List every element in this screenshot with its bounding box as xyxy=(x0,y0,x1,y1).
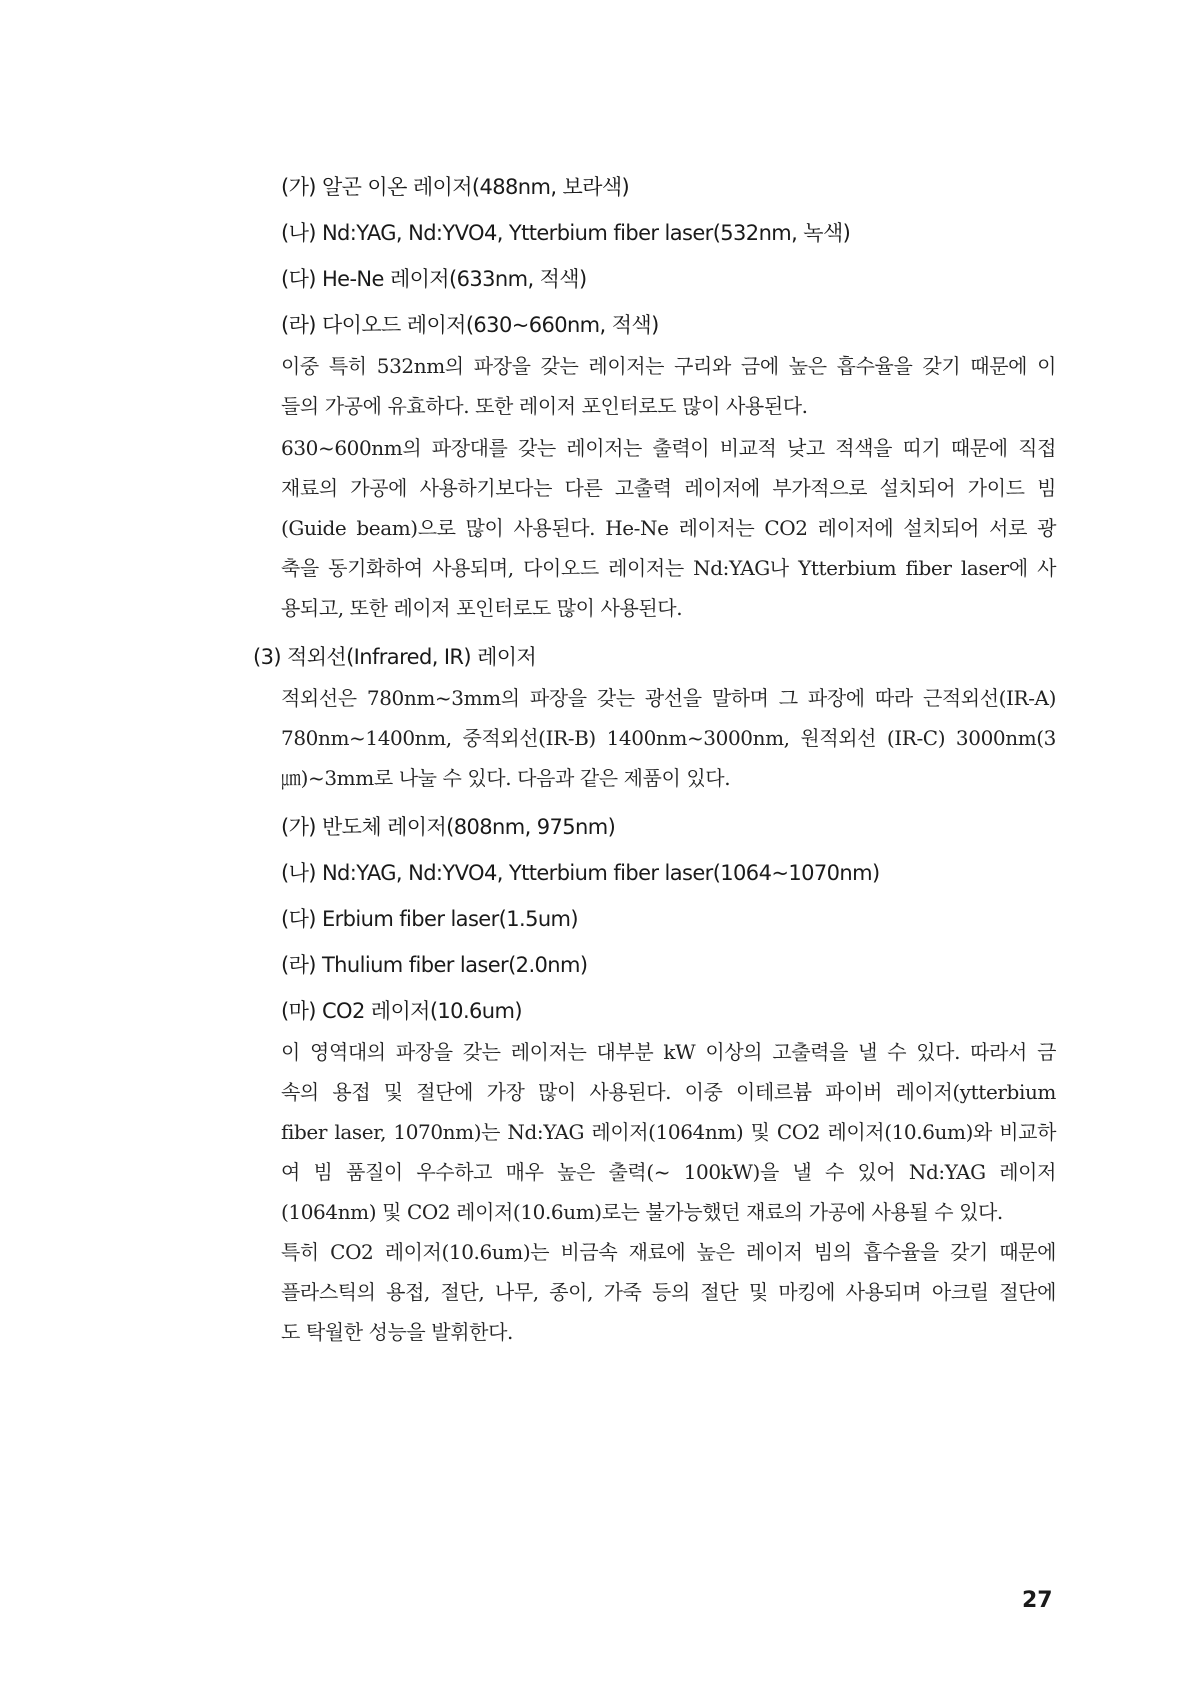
list-item-semiconductor-laser: (가) 반도체 레이저(808nm, 975nm) xyxy=(281,815,616,839)
paragraph-line: 이중 특히 532nm의 파장을 갖는 레이저는 구리와 금에 높은 흡수율을 갖기 때문에 이 xyxy=(281,354,1056,378)
paragraph-532nm xyxy=(281,346,1056,426)
paragraph-line: ㎛)~3mm로 나눌 수 있다. 다음과 같은 제품이 있다. xyxy=(281,766,731,790)
list-item-ndyag-1064: (나) Nd:YAG, Nd:YVO4, Ytterbium fiber laser(1064~1070nm) xyxy=(281,861,880,885)
paragraph-line: 속의 용접 및 절단에 가장 많이 사용된다. 이중 이테르븀 파이버 레이저(ytterbium xyxy=(281,1080,1056,1104)
list-item-argon-laser: (가) 알곤 이온 레이저(488nm, 보라색) xyxy=(281,175,630,199)
paragraph-guide-beam xyxy=(281,428,1056,628)
paragraph-line: (1064nm) 및 CO2 레이저(10.6um)로는 불가능했던 재료의 가공에 사용될 수 있다. xyxy=(281,1200,1003,1224)
paragraph-line: 특히 CO2 레이저(10.6um)는 비금속 재료에 높은 레이저 빔의 흡수율을 갖기 때문에 xyxy=(281,1240,1056,1264)
paragraph-co2-nonmetal xyxy=(281,1232,1056,1352)
section-heading-infrared: (3) 적외선(Infrared, IR) 레이저 xyxy=(253,645,537,669)
paragraph-line: 들의 가공에 유효하다. 또한 레이저 포인터로도 많이 사용된다. xyxy=(281,394,808,418)
paragraph-line: 630~600nm의 파장대를 갖는 레이저는 출력이 비교적 낮고 적색을 띠기 때문에 직접 xyxy=(281,436,1056,460)
list-item-diode-laser: (라) 다이오드 레이저(630~660nm, 적색) xyxy=(281,313,659,337)
paragraph-line: 여 빔 품질이 우수하고 매우 높은 출력(~ 100kW)을 낼 수 있어 Nd:YAG 레이저 xyxy=(281,1160,1056,1184)
paragraph-line: 이 영역대의 파장을 갖는 레이저는 대부분 kW 이상의 고출력을 낼 수 있다. 따라서 금 xyxy=(281,1040,1056,1064)
paragraph-line: 도 탁월한 성능을 발휘한다. xyxy=(281,1320,513,1344)
paragraph-line: 축을 동기화하여 사용되며, 다이오드 레이저는 Nd:YAG나 Ytterbium fiber laser에 사 xyxy=(281,556,1056,580)
paragraph-infrared-ranges xyxy=(281,678,1056,798)
paragraph-line: 용되고, 또한 레이저 포인터로도 많이 사용된다. xyxy=(281,596,683,620)
list-item-ndyag-532: (나) Nd:YAG, Nd:YVO4, Ytterbium fiber laser(532nm, 녹색) xyxy=(281,221,851,245)
paragraph-line: 재료의 가공에 사용하기보다는 다른 고출력 레이저에 부가적으로 설치되어 가이드 빔 xyxy=(281,476,1056,500)
page-number: 27 xyxy=(1022,1588,1053,1613)
paragraph-high-power xyxy=(281,1032,1056,1232)
paragraph-line: fiber laser, 1070nm)는 Nd:YAG 레이저(1064nm) 및 CO2 레이저(10.6um)와 비교하 xyxy=(281,1120,1056,1144)
paragraph-line: 780nm~1400nm, 중적외선(IR-B) 1400nm~3000nm, 원적외선 (IR-C) 3000nm(3 xyxy=(281,726,1056,750)
paragraph-line: 플라스틱의 용접, 절단, 나무, 종이, 가죽 등의 절단 및 마킹에 사용되며 아크릴 절단에 xyxy=(281,1280,1056,1304)
paragraph-line: 적외선은 780nm~3mm의 파장을 갖는 광선을 말하며 그 파장에 따라 근적외선(IR-A) xyxy=(281,686,1056,710)
paragraph-line: (Guide beam)으로 많이 사용된다. He-Ne 레이저는 CO2 레이저에 설치되어 서로 광 xyxy=(281,516,1056,540)
list-item-erbium-fiber: (다) Erbium fiber laser(1.5um) xyxy=(281,907,578,931)
list-item-hene-laser: (다) He-Ne 레이저(633nm, 적색) xyxy=(281,267,587,291)
list-item-co2-laser: (마) CO2 레이저(10.6um) xyxy=(281,999,522,1023)
list-item-thulium-fiber: (라) Thulium fiber laser(2.0nm) xyxy=(281,953,588,977)
